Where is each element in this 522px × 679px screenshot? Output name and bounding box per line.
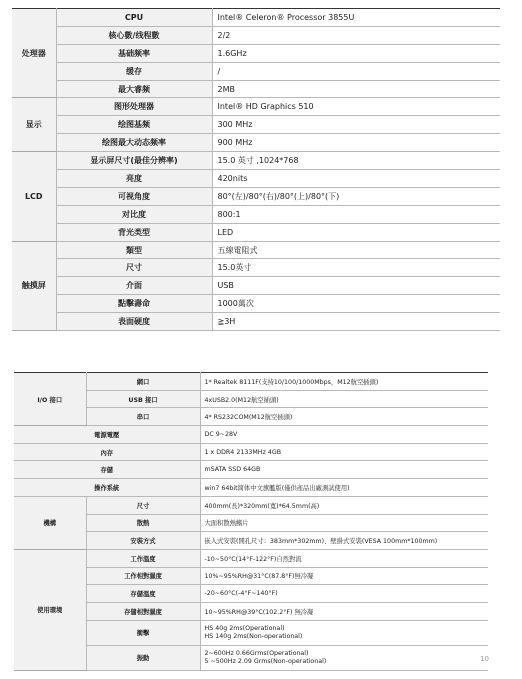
spec-table-system — [14, 372, 488, 671]
spec-label: 尺寸 — [56, 259, 212, 277]
table-row — [12, 223, 500, 241]
table-row — [14, 461, 488, 479]
table-row — [12, 277, 500, 295]
spec-label: 工作相對濕度 — [86, 567, 200, 585]
category-display: 显示 — [12, 98, 56, 152]
spec-label: 表面硬度 — [56, 313, 212, 331]
spec-label: 尺寸 — [86, 496, 200, 514]
spec-label: 对比度 — [56, 205, 212, 223]
table-row — [14, 620, 488, 645]
table-row — [14, 496, 488, 514]
spec-label: 工作溫度 — [86, 549, 200, 567]
category-mechanical: 機構 — [14, 496, 86, 549]
table-row — [12, 62, 500, 80]
page-number: 10 — [480, 655, 489, 663]
spec-value-line: HS 140g 2ms(Non-operational) — [204, 632, 303, 640]
spec-label: 電源電壓 — [14, 426, 200, 444]
spec-label: 图形处理器 — [56, 98, 212, 116]
table-row — [14, 443, 488, 461]
spec-label: 可视角度 — [56, 187, 212, 205]
spec-value: 2MB — [212, 80, 500, 98]
spec-value-line: 2~600Hz 0.66Grms(Operational) — [204, 649, 309, 657]
spec-label: 绘图基频 — [56, 116, 212, 134]
table-row — [12, 241, 500, 259]
spec-label: 绘图最大动态频率 — [56, 134, 212, 152]
spec-table-hardware — [12, 8, 500, 331]
spec-label: 介面 — [56, 277, 212, 295]
table-row — [14, 585, 488, 603]
spec-label: 亮度 — [56, 170, 212, 188]
table-row — [14, 408, 488, 426]
spec-value: 嵌入式安裝(開孔尺寸：383mm*302mm)、壁掛式安裝(VESA 100mm*100mm) — [200, 532, 488, 550]
spec-label: 散熱 — [86, 514, 200, 532]
spec-value: USB — [212, 277, 500, 295]
spec-label: 基础频率 — [56, 44, 212, 62]
table-row — [12, 98, 500, 116]
table-row — [12, 205, 500, 223]
spec-value: 10%~95%RH@31°C(87.8°F)無冷凝 — [200, 567, 488, 585]
spec-value: 大面积散熱鰭片 — [200, 514, 488, 532]
spec-value — [200, 645, 488, 670]
spec-value: 15.0 英寸 ,1024*768 — [212, 152, 500, 170]
spec-value — [200, 620, 488, 645]
table-row — [14, 373, 488, 391]
spec-label: USB 接口 — [86, 390, 200, 408]
spec-value: 五線電阻式 — [212, 241, 500, 259]
spec-value: 80°(左)/80°(右)/80°(上)/80°(下) — [212, 187, 500, 205]
spec-value: 800:1 — [212, 205, 500, 223]
table-row — [12, 152, 500, 170]
spec-label: 存儲溫度 — [86, 585, 200, 603]
spec-value: 1000萬次 — [212, 295, 500, 313]
spec-label: 最大睿频 — [56, 80, 212, 98]
category-touch: 触摸屏 — [12, 241, 56, 330]
table-row — [14, 514, 488, 532]
spec-value: DC 9~28V — [200, 426, 488, 444]
table-row — [12, 44, 500, 62]
spec-label: 網口 — [86, 373, 200, 391]
spec-value-line: 5 ~500Hz 2.09 Grms(Non-operational) — [204, 657, 327, 665]
spec-value: -10~50°C(14°F-122°F)自然對流 — [200, 549, 488, 567]
category-processor: 处理器 — [12, 9, 56, 98]
spec-label: 衝擊 — [86, 620, 200, 645]
spec-value: 400mm(長)*320mm(寬)*64.5mm(高) — [200, 496, 488, 514]
table-row — [12, 116, 500, 134]
spec-label: CPU — [56, 9, 212, 27]
table-row — [12, 80, 500, 98]
table-row — [14, 549, 488, 567]
table-row — [12, 26, 500, 44]
spec-value: 15.0英寸 — [212, 259, 500, 277]
spec-value: 10~95%RH@39°C(102.2°F) 無冷凝 — [200, 602, 488, 620]
spec-value: 420nits — [212, 170, 500, 188]
spec-label: 安裝方式 — [86, 532, 200, 550]
category-io: I/O 接口 — [14, 373, 86, 426]
table-row — [14, 390, 488, 408]
spec-value: 4* RS232COM(M12航空插頭) — [200, 408, 488, 426]
spec-label: 存儲相對濕度 — [86, 602, 200, 620]
table-row — [12, 313, 500, 331]
table-row — [14, 479, 488, 497]
spec-label: 背光类型 — [56, 223, 212, 241]
spec-label: 显示屏尺寸(最佳分辨率) — [56, 152, 212, 170]
table-row — [12, 259, 500, 277]
spec-label: 存儲 — [14, 461, 200, 479]
spec-value: 2/2 — [212, 26, 500, 44]
spec-value: win7 64bit简体中文旗艦版(僅供產品出廠測試使用) — [200, 479, 488, 497]
spec-value: 1 x DDR4 2133MHz 4GB — [200, 443, 488, 461]
table-row — [12, 295, 500, 313]
spec-label: 串口 — [86, 408, 200, 426]
spec-label: 內存 — [14, 443, 200, 461]
category-environment: 使用環境 — [14, 549, 86, 670]
spec-label: 缓存 — [56, 62, 212, 80]
table-row — [14, 567, 488, 585]
spec-label: 核心數/线程數 — [56, 26, 212, 44]
spec-value-line: HS 40g 2ms(Operational) — [204, 624, 285, 632]
table-row — [12, 187, 500, 205]
spec-value: / — [212, 62, 500, 80]
spec-value: LED — [212, 223, 500, 241]
spec-value: 300 MHz — [212, 116, 500, 134]
spec-value: mSATA SSD 64GB — [200, 461, 488, 479]
table-row — [14, 645, 488, 670]
spec-value: Intel® HD Graphics 510 — [212, 98, 500, 116]
spec-value: 1* Realtek 8111F(支持10/100/1000Mbps，M12航空插頭) — [200, 373, 488, 391]
spec-value: ≧3H — [212, 313, 500, 331]
spec-label: 操作系統 — [14, 479, 200, 497]
spec-value: 4xUSB2.0(M12航空插頭) — [200, 390, 488, 408]
spec-value: -20~60°C(-4°F~140°F) — [200, 585, 488, 603]
table-row — [12, 9, 500, 27]
spec-label: 振動 — [86, 645, 200, 670]
table-row — [14, 426, 488, 444]
category-lcd: LCD — [12, 152, 56, 241]
spec-label: 類型 — [56, 241, 212, 259]
spec-value: 1.6GHz — [212, 44, 500, 62]
spec-label: 點擊壽命 — [56, 295, 212, 313]
spec-value: 900 MHz — [212, 134, 500, 152]
table-row — [12, 134, 500, 152]
table-row — [12, 170, 500, 188]
table-row — [14, 532, 488, 550]
spec-value: Intel® Celeron® Processor 3855U — [212, 9, 500, 27]
table-row — [14, 602, 488, 620]
